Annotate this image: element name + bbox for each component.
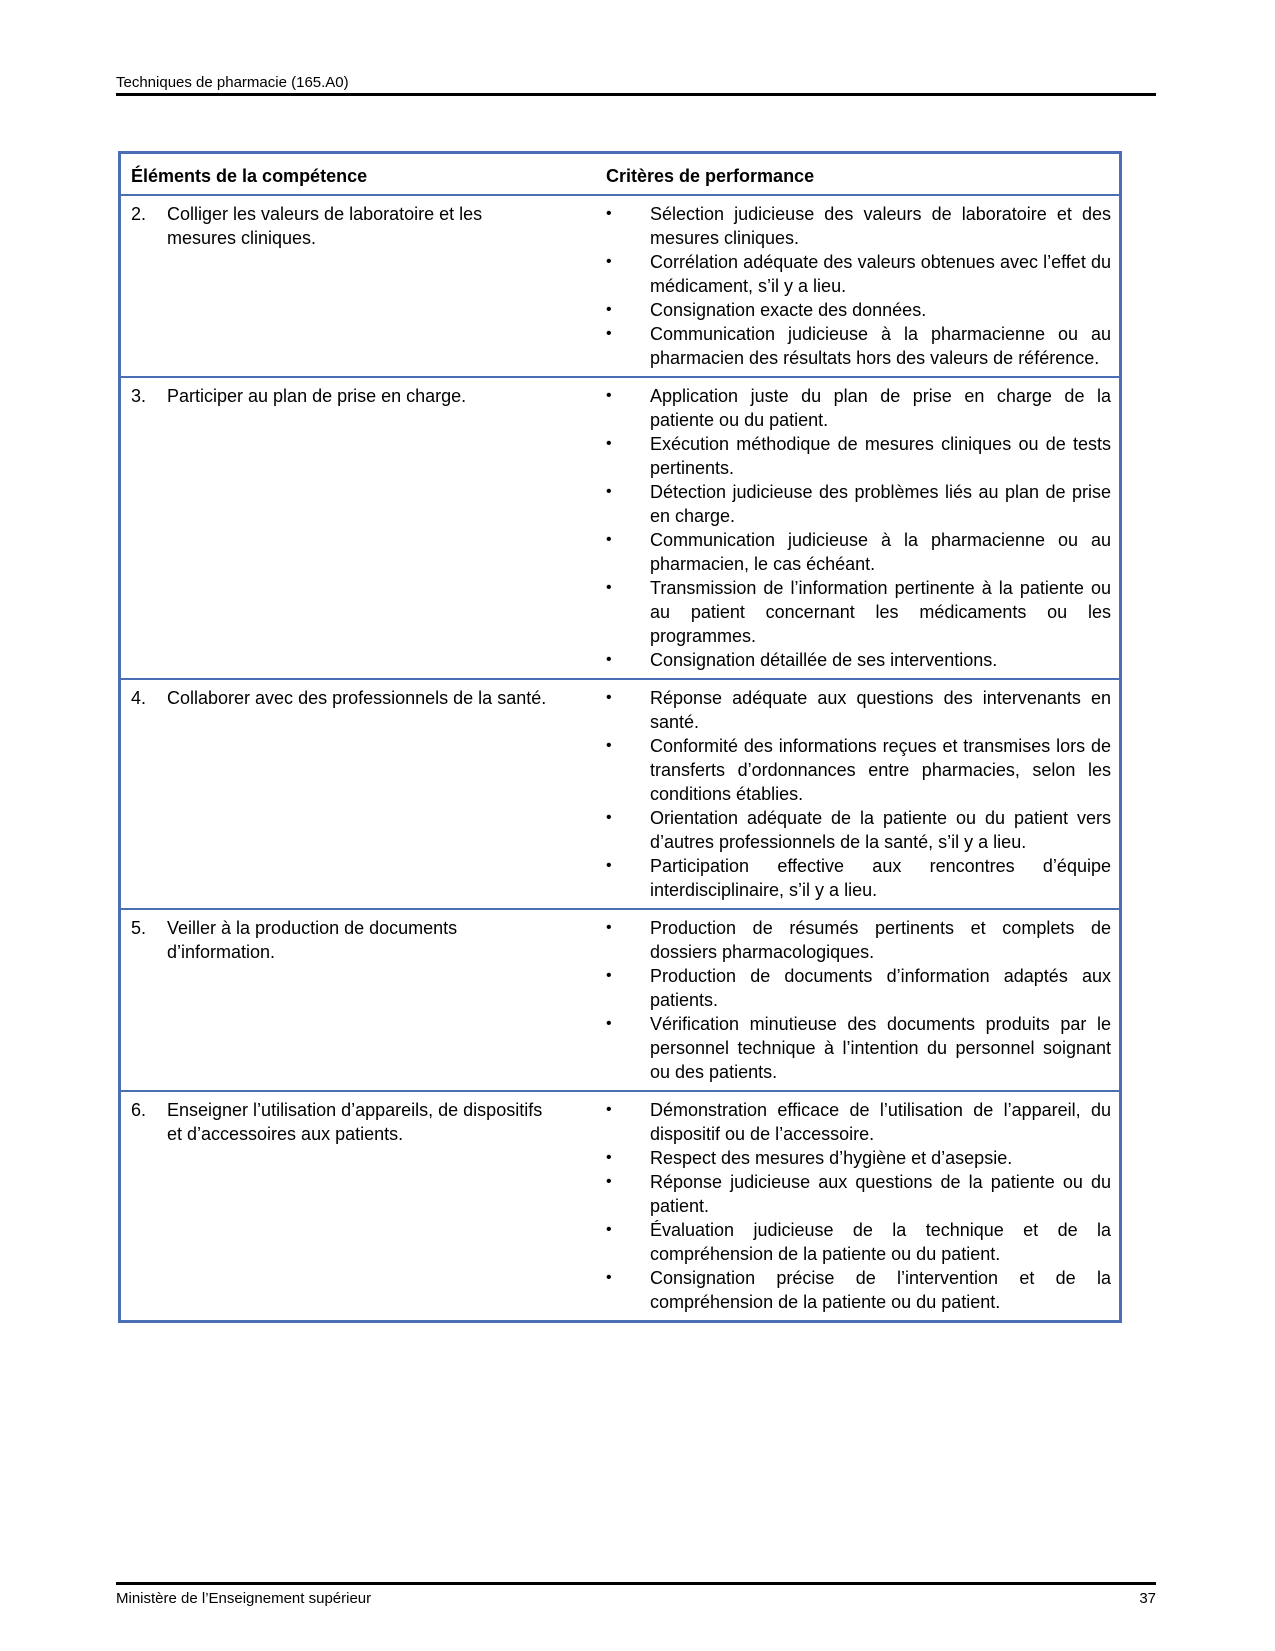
column-header-criteria: Critères de performance bbox=[596, 153, 1121, 196]
element-number: 4. bbox=[131, 688, 147, 708]
criterion-item bbox=[606, 384, 1111, 432]
criterion-item bbox=[606, 806, 1111, 854]
criterion-item bbox=[606, 964, 1111, 1012]
element-number: 2. bbox=[131, 204, 147, 224]
criterion-item bbox=[606, 1266, 1111, 1314]
criterion-item bbox=[606, 916, 1111, 964]
criterion-text: Communication judicieuse à la pharmacienne ou au pharmacien des résultats hors des valeurs de référence. bbox=[650, 324, 1111, 368]
element-cell bbox=[120, 909, 597, 1091]
bullet-icon: • bbox=[606, 531, 612, 548]
criterion-text: Conformité des informations reçues et transmises lors de transferts d’ordonnances entre pharmacies, selon les conditions établies. bbox=[650, 736, 1111, 804]
bullet-icon: • bbox=[606, 325, 612, 342]
table-body bbox=[120, 195, 1121, 1322]
bullet-icon: • bbox=[606, 1149, 612, 1166]
column-header-elements: Éléments de la compétence bbox=[120, 153, 597, 196]
bullet-icon: • bbox=[606, 1221, 612, 1238]
element-cell bbox=[120, 1091, 597, 1322]
element-text: Veiller à la production de documents d’information. bbox=[167, 918, 458, 962]
element-cell bbox=[120, 377, 597, 679]
criteria-cell bbox=[596, 195, 1121, 377]
criterion-item bbox=[606, 1146, 1111, 1170]
element-text: Participer au plan de prise en charge. bbox=[167, 386, 467, 406]
program-title: Techniques de pharmacie (165.A0) bbox=[116, 74, 349, 91]
criterion-text: Réponse adéquate aux questions des intervenants en santé. bbox=[650, 688, 1111, 732]
table-row bbox=[120, 1091, 1121, 1322]
criteria-list bbox=[606, 916, 1111, 1084]
footer-ministry: Ministère de l’Enseignement supérieur bbox=[116, 1590, 372, 1607]
criterion-item bbox=[606, 734, 1111, 806]
criterion-item bbox=[606, 1098, 1111, 1146]
criteria-cell bbox=[596, 1091, 1121, 1322]
criterion-item bbox=[606, 854, 1111, 902]
criterion-item bbox=[606, 202, 1111, 250]
criterion-text: Détection judicieuse des problèmes liés au plan de prise en charge. bbox=[650, 482, 1111, 526]
criteria-list bbox=[606, 384, 1111, 672]
criterion-text: Communication judicieuse à la pharmacienne ou au pharmacien, le cas échéant. bbox=[650, 530, 1111, 574]
criterion-item bbox=[606, 480, 1111, 528]
bullet-icon: • bbox=[606, 253, 612, 270]
criterion-item bbox=[606, 528, 1111, 576]
criterion-text: Évaluation judicieuse de la technique et de la compréhension de la patiente ou du patient. bbox=[650, 1220, 1111, 1264]
criterion-text: Corrélation adéquate des valeurs obtenues avec l’effet du médicament, s’il y a lieu. bbox=[650, 252, 1111, 296]
element-number: 6. bbox=[131, 1100, 147, 1120]
criterion-text: Application juste du plan de prise en charge de la patiente ou du patient. bbox=[650, 386, 1111, 430]
criteria-list bbox=[606, 1098, 1111, 1314]
bullet-icon: • bbox=[606, 1269, 612, 1286]
criterion-text: Sélection judicieuse des valeurs de laboratoire et des mesures cliniques. bbox=[650, 204, 1111, 248]
competency-table bbox=[118, 151, 1122, 1323]
criterion-text: Production de documents d’information adaptés aux patients. bbox=[650, 966, 1111, 1010]
competency-element bbox=[131, 202, 588, 250]
bullet-icon: • bbox=[606, 689, 612, 706]
criterion-text: Vérification minutieuse des documents produits par le personnel technique à l’intention du personnel soignant ou des patients. bbox=[650, 1014, 1111, 1082]
criteria-cell bbox=[596, 679, 1121, 909]
page-number: 37 bbox=[1139, 1590, 1156, 1607]
bullet-icon: • bbox=[606, 857, 612, 874]
criteria-cell bbox=[596, 909, 1121, 1091]
bullet-icon: • bbox=[606, 435, 612, 452]
bullet-icon: • bbox=[606, 737, 612, 754]
criterion-item bbox=[606, 1218, 1111, 1266]
bullet-icon: • bbox=[606, 387, 612, 404]
bullet-icon: • bbox=[606, 205, 612, 222]
criterion-item bbox=[606, 298, 1111, 322]
criteria-cell bbox=[596, 377, 1121, 679]
element-text: Enseigner l’utilisation d’appareils, de dispositifs et d’accessoires aux patients. bbox=[167, 1100, 543, 1144]
page-header bbox=[116, 74, 1156, 96]
element-number: 3. bbox=[131, 386, 147, 406]
criterion-text: Respect des mesures d’hygiène et d’asepsie. bbox=[650, 1148, 1013, 1168]
element-text: Colliger les valeurs de laboratoire et les mesures cliniques. bbox=[167, 204, 483, 248]
bullet-icon: • bbox=[606, 967, 612, 984]
element-text: Collaborer avec des professionnels de la santé. bbox=[167, 688, 547, 708]
criterion-item bbox=[606, 1012, 1111, 1084]
criterion-text: Consignation détaillée de ses interventions. bbox=[650, 650, 998, 670]
table-row bbox=[120, 909, 1121, 1091]
criteria-list bbox=[606, 686, 1111, 902]
page-footer bbox=[116, 1582, 1156, 1607]
bullet-icon: • bbox=[606, 919, 612, 936]
table-row bbox=[120, 377, 1121, 679]
element-cell bbox=[120, 195, 597, 377]
table-header-row bbox=[120, 153, 1121, 196]
competency-element bbox=[131, 384, 588, 408]
bullet-icon: • bbox=[606, 1015, 612, 1032]
table-row bbox=[120, 195, 1121, 377]
criterion-text: Démonstration efficace de l’utilisation de l’appareil, du dispositif ou de l’accessoire. bbox=[650, 1100, 1111, 1144]
bullet-icon: • bbox=[606, 1173, 612, 1190]
competency-element bbox=[131, 1098, 588, 1146]
criterion-text: Réponse judicieuse aux questions de la patiente ou du patient. bbox=[650, 1172, 1111, 1216]
criterion-text: Production de résumés pertinents et complets de dossiers pharmacologiques. bbox=[650, 918, 1111, 962]
criterion-text: Exécution méthodique de mesures cliniques ou de tests pertinents. bbox=[650, 434, 1111, 478]
criterion-text: Consignation précise de l’intervention et de la compréhension de la patiente ou du patient. bbox=[650, 1268, 1111, 1312]
criterion-text: Consignation exacte des données. bbox=[650, 300, 927, 320]
bullet-icon: • bbox=[606, 301, 612, 318]
criterion-text: Transmission de l’information pertinente à la patiente ou au patient concernant les médicaments ou les programmes. bbox=[650, 578, 1111, 646]
criterion-item bbox=[606, 686, 1111, 734]
criterion-item bbox=[606, 432, 1111, 480]
criterion-item bbox=[606, 250, 1111, 298]
competency-element bbox=[131, 916, 588, 964]
criterion-item bbox=[606, 648, 1111, 672]
criterion-item bbox=[606, 322, 1111, 370]
bullet-icon: • bbox=[606, 483, 612, 500]
bullet-icon: • bbox=[606, 579, 612, 596]
criterion-text: Participation effective aux rencontres d’équipe interdisciplinaire, s’il y a lieu. bbox=[650, 856, 1111, 900]
criterion-text: Orientation adéquate de la patiente ou du patient vers d’autres professionnels de la santé, s’il y a lieu. bbox=[650, 808, 1111, 852]
bullet-icon: • bbox=[606, 651, 612, 668]
bullet-icon: • bbox=[606, 809, 612, 826]
bullet-icon: • bbox=[606, 1101, 612, 1118]
element-cell bbox=[120, 679, 597, 909]
criterion-item bbox=[606, 1170, 1111, 1218]
element-number: 5. bbox=[131, 918, 147, 938]
criteria-list bbox=[606, 202, 1111, 370]
competency-element bbox=[131, 686, 588, 710]
criterion-item bbox=[606, 576, 1111, 648]
table-row bbox=[120, 679, 1121, 909]
